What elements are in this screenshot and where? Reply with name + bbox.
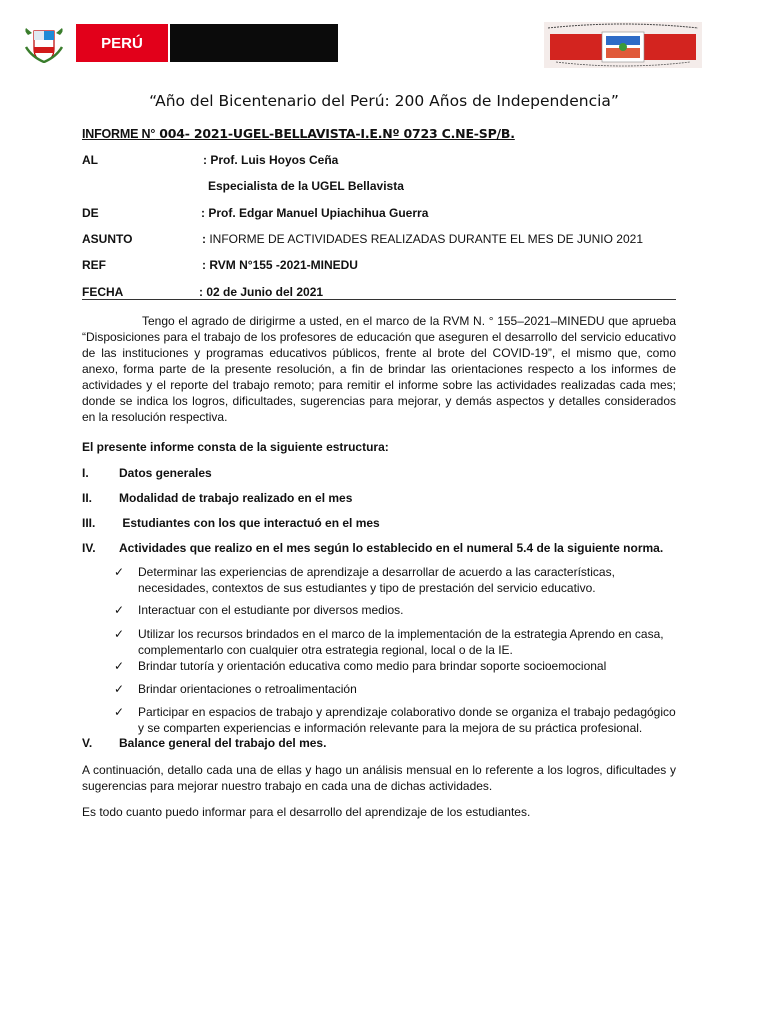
check-icon: ✓ (114, 565, 125, 579)
peru-label: PERÚ (101, 34, 143, 52)
activity-text: Utilizar los recursos brindados en el marco de la implementación de la estrategia Aprendo en casa, complementarlo con cualquier otra estrategia regional, local o de la IE. (138, 627, 664, 657)
section-label: Datos generales (119, 466, 212, 480)
check-icon: ✓ (114, 603, 125, 617)
fecha-label: FECHA (82, 285, 124, 299)
activity-item (114, 565, 676, 596)
ministry-block (170, 24, 338, 62)
de-value: : Prof. Edgar Manuel Upiachihua Guerra (201, 206, 429, 220)
closing-statement: Es todo cuanto puedo informar para el desarrollo del aprendizaje de los estudiantes. (82, 805, 531, 819)
asunto-colon: : (202, 232, 206, 246)
activity-text: Interactuar con el estudiante por diversos medios. (138, 603, 404, 617)
section-item (82, 736, 326, 750)
asunto-label: ASUNTO (82, 232, 133, 246)
section-label: Estudiantes con los que interactuó en el mes (119, 516, 380, 530)
check-icon: ✓ (114, 682, 125, 696)
activity-item (114, 682, 676, 698)
page-header (0, 0, 768, 80)
activity-text: Brindar orientaciones o retroalimentación (138, 682, 357, 696)
peru-badge (76, 24, 168, 62)
section-label: Balance general del trabajo del mes. (119, 736, 327, 750)
institution-crest-icon (544, 22, 702, 68)
asunto-text: INFORME DE ACTIVIDADES REALIZADAS DURANTE EL MES DE JUNIO 2021 (206, 232, 643, 246)
activity-text: Participar en espacios de trabajo y aprendizaje colaborativo donde se organiza el trabajo pedagógico y se comparten experiencias e información relevante para la mejora de su práctica profesional. (138, 705, 676, 735)
section-item (82, 491, 352, 505)
asunto-value (202, 232, 643, 246)
check-icon: ✓ (114, 627, 125, 641)
fecha-value: : 02 de Junio del 2021 (199, 285, 324, 299)
section-number: I. (82, 466, 89, 480)
section-number: III. (82, 516, 96, 530)
section-item (82, 516, 380, 530)
header-divider (82, 299, 676, 300)
check-icon: ✓ (114, 659, 125, 673)
section-item (82, 541, 663, 555)
ref-value: : RVM N°155 -2021-MINEDU (202, 258, 358, 272)
year-motto: “Año del Bicentenario del Perú: 200 Años de Independencia” (149, 92, 619, 110)
section-number: II. (82, 491, 93, 505)
activity-item (114, 603, 676, 619)
section-label: Modalidad de trabajo realizado en el mes (119, 491, 353, 505)
section-item (82, 466, 212, 480)
report-number-prefix: INFORME N° (82, 127, 156, 141)
activity-item (114, 659, 676, 675)
closing-paragraph: A continuación, detallo cada una de ellas y hago un análisis mensual en lo referente a los logros, dificultades y sugerencias para mejorar nuestro trabajo en cada una de dichas actividades. (82, 763, 676, 793)
intro-paragraph: Tengo el agrado de dirigirme a usted, en el marco de la RVM N. ° 155–2021–MINEDU que aprueba “Disposiciones para el trabajo de los profesores de educación que aseguren el desarrollo del servicio educativo de las instituciones y programas educativos públicos, frente al brote del COVID-19”, el mismo que, como anexo, forma parte de la presente resolución, a fin de brindar las orientaciones respecto a los informes de actividades y el reporte del trabajo remoto; para remitir el informe sobre las actividades realizadas cada mes; donde se indica los logros, dificultades, sugerencias para mejorar, y demás aspectos y detalles considerados en la resolución respectiva. (82, 314, 676, 424)
activity-item (114, 627, 676, 658)
activity-text: Brindar tutoría y orientación educativa como medio para brindar soporte socioemocional (138, 659, 607, 673)
section-number: IV. (82, 541, 96, 555)
report-number (82, 126, 515, 141)
structure-heading: El presente informe consta de la siguiente estructura: (82, 440, 389, 454)
activity-text: Determinar las experiencias de aprendizaje a desarrollar de acuerdo a las características, necesidades, contextos de sus estudiantes y tipo de prestación del servicio educativo. (138, 565, 615, 595)
report-number-code: 004- 2021-UGEL-BELLAVISTA-I.E.Nº 0723 C.NE-SP/B. (155, 126, 515, 141)
section-number: V. (82, 736, 93, 750)
al-label: AL (82, 153, 98, 167)
section-label: Actividades que realizo en el mes según lo establecido en el numeral 5.4 de la siguiente norma. (119, 541, 664, 555)
activity-item (114, 705, 676, 736)
national-shield-icon (22, 27, 66, 63)
ref-label: REF (82, 258, 106, 272)
al-value: : Prof. Luis Hoyos Ceña (203, 153, 339, 167)
check-icon: ✓ (114, 705, 125, 719)
al-value-role: Especialista de la UGEL Bellavista (208, 179, 404, 193)
de-label: DE (82, 206, 99, 220)
